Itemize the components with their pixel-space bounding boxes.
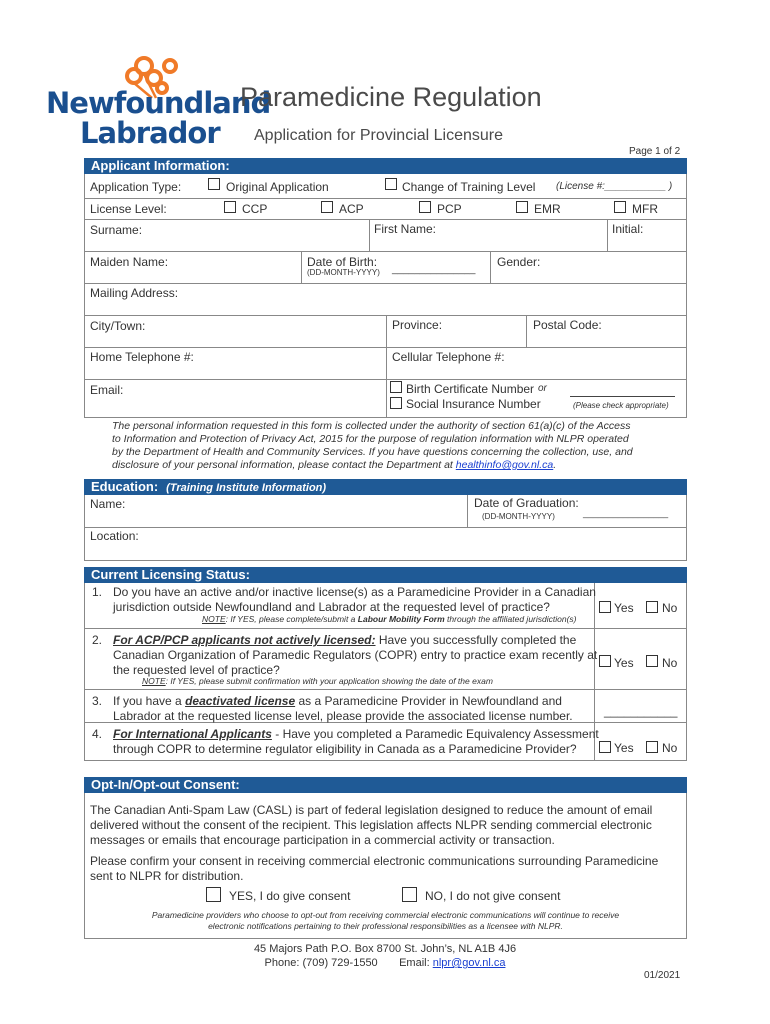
opt-out-note: Paramedicine providers who choose to opt-out from receiving commercial electronic communications will continue to receive electronic notifications pertaining to their professional responsibilities as a licensee with NLPR. bbox=[151, 910, 620, 931]
postal-code-field[interactable]: Postal Code: bbox=[533, 318, 602, 332]
emr-checkbox[interactable] bbox=[516, 201, 528, 213]
sin-checkbox[interactable] bbox=[390, 397, 402, 409]
surname-field[interactable]: Surname: bbox=[90, 223, 143, 237]
location-field[interactable]: Location: bbox=[90, 529, 139, 543]
form-version: 01/2021 bbox=[644, 970, 681, 981]
q1-yes-label: Yes bbox=[614, 601, 634, 615]
license-number-field[interactable]: (License #:___________ ) bbox=[556, 181, 673, 192]
logo bbox=[46, 52, 271, 150]
first-name-field[interactable]: First Name: bbox=[374, 222, 437, 236]
q2-text: For ACP/PCP applicants not actively licensed: Have you successfully completed the Canadian Organization of Paramedic Regulators (COPR) entry to practice exam recently at the requested level of practice? bbox=[113, 633, 598, 677]
footer-address: 45 Majors Path P.O. Box 8700 St. John’s, NL A1B 4J6 bbox=[253, 943, 517, 955]
gender-field[interactable]: Gender: bbox=[497, 255, 541, 269]
q3-number: 3. bbox=[92, 694, 103, 708]
pcp-checkbox[interactable] bbox=[419, 201, 431, 213]
education-section-header: Education: (Training Institute Information) bbox=[84, 479, 687, 495]
consent-request-paragraph: Please confirm your consent in receiving commercial electronic communications surrounding Paramedicine sent to NLPR for distribution. bbox=[90, 854, 659, 883]
consent-no-checkbox[interactable] bbox=[402, 887, 417, 902]
page-subtitle: Application for Provincial Licensure bbox=[254, 127, 504, 144]
sin-label: Social Insurance Number bbox=[406, 397, 541, 411]
consent-yes-checkbox[interactable] bbox=[206, 887, 221, 902]
cell-phone-field[interactable]: Cellular Telephone #: bbox=[392, 350, 505, 364]
q3-text: If you have a deactivated license as a Paramedicine Provider in Newfoundland and Labrador at the requested license level, please provide the associated license number. bbox=[113, 694, 573, 723]
logo-labrador: Labrador bbox=[80, 116, 220, 150]
page-number: Page 1 of 2 bbox=[629, 146, 681, 157]
q1-no-label: No bbox=[662, 601, 678, 615]
province-field[interactable]: Province: bbox=[392, 318, 443, 332]
q1-number: 1. bbox=[92, 585, 103, 599]
birth-cert-checkbox[interactable] bbox=[390, 381, 402, 393]
q3-license-number-field[interactable]: ___________ bbox=[604, 704, 678, 718]
q1-text: Do you have an active and/or inactive license(s) as a Paramedicine Provider in a Canadian jurisdiction outside Newfoundland and Labrador at the requested level of practice? bbox=[113, 585, 596, 614]
grad-date-label: Date of Graduation: bbox=[474, 496, 579, 510]
application-type-label: Application Type: bbox=[90, 180, 182, 194]
q2-number: 2. bbox=[92, 633, 103, 647]
original-application-label: Original Application bbox=[226, 180, 329, 194]
dob-label: Date of Birth: bbox=[307, 255, 378, 269]
acp-checkbox[interactable] bbox=[321, 201, 333, 213]
mailing-address-field[interactable]: Mailing Address: bbox=[90, 286, 179, 300]
change-training-level-label: Change of Training Level bbox=[402, 180, 536, 194]
dob-field[interactable]: _______________ bbox=[392, 264, 476, 275]
grad-date-field[interactable]: _________________ bbox=[583, 508, 669, 518]
q4-no-checkbox[interactable] bbox=[646, 741, 658, 753]
grad-date-format: (DD-MONTH-YYYY) bbox=[482, 512, 555, 521]
q2-no-label: No bbox=[662, 656, 678, 670]
initial-field[interactable]: Initial: bbox=[612, 222, 644, 236]
logo-newfoundland: Newfoundland bbox=[46, 86, 271, 120]
mfr-checkbox[interactable] bbox=[614, 201, 626, 213]
footer-contact: Phone: (709) 729-1550 Email: nlpr@gov.nl.ca bbox=[264, 957, 506, 969]
change-training-level-checkbox[interactable] bbox=[385, 178, 397, 190]
emr-label: EMR bbox=[534, 202, 561, 216]
q4-number: 4. bbox=[92, 727, 103, 741]
ccp-label: CCP bbox=[242, 202, 268, 216]
health-info-email-link[interactable]: healthinfo@gov.nl.ca bbox=[455, 459, 554, 471]
email-field[interactable]: Email: bbox=[90, 383, 124, 397]
q1-no-checkbox[interactable] bbox=[646, 601, 658, 613]
q4-yes-checkbox[interactable] bbox=[599, 741, 611, 753]
or-label: or bbox=[538, 383, 547, 394]
check-appropriate-note: (Please check appropriate) bbox=[573, 401, 669, 410]
maiden-name-field[interactable]: Maiden Name: bbox=[90, 255, 169, 269]
original-application-checkbox[interactable] bbox=[208, 178, 220, 190]
consent-no-label: NO, I do not give consent bbox=[425, 889, 561, 903]
consent-section-header: Opt-In/Opt-out Consent: bbox=[84, 777, 687, 793]
pcp-label: PCP bbox=[437, 202, 462, 216]
ccp-checkbox[interactable] bbox=[224, 201, 236, 213]
q2-yes-label: Yes bbox=[614, 656, 634, 670]
q1-note: NOTE: If YES, please complete/submit a Labour Mobility Form through the affiliated jurisdiction(s) bbox=[202, 614, 577, 624]
birth-cert-label: Birth Certificate Number bbox=[406, 382, 535, 396]
licensing-section-header: Current Licensing Status: bbox=[84, 567, 687, 583]
privacy-notice: The personal information requested in this form is collected under the authority of section 61(a)(c) of the Access to Information and Protection of Privacy Act, 2015 for the purpose of regulation information with NLPR operated by the Department of Health and Community Services. If you have questions concerning the collection, use, and disclosure of your personal information, please contact the Department at healthinfo@gov.nl.ca. bbox=[112, 420, 633, 471]
q2-no-checkbox[interactable] bbox=[646, 655, 658, 667]
dob-format: (DD-MONTH-YYYY) bbox=[307, 268, 380, 277]
q2-yes-checkbox[interactable] bbox=[599, 655, 611, 667]
license-level-label: License Level: bbox=[90, 202, 167, 216]
q2-note: NOTE: If YES, please submit confirmation with your application showing the date of the exam bbox=[142, 676, 493, 686]
consent-yes-label: YES, I do give consent bbox=[229, 889, 351, 903]
casl-paragraph: The Canadian Anti-Spam Law (CASL) is part of federal legislation designed to reduce the amount of email delivered without the consent of the recipient. This legislation affects NLPR sending commercial electronic messages or emails that encourage participation in a commercial activity or transaction. bbox=[90, 803, 653, 847]
mfr-label: MFR bbox=[632, 202, 658, 216]
city-field[interactable]: City/Town: bbox=[90, 319, 146, 333]
q4-yes-label: Yes bbox=[614, 741, 634, 755]
institute-name-field[interactable]: Name: bbox=[90, 497, 126, 511]
nlpr-email-link[interactable]: nlpr@gov.nl.ca bbox=[432, 957, 506, 969]
home-phone-field[interactable]: Home Telephone #: bbox=[90, 350, 194, 364]
acp-label: ACP bbox=[339, 202, 364, 216]
q4-no-label: No bbox=[662, 741, 678, 755]
applicant-section-header: Applicant Information: bbox=[84, 158, 687, 174]
q1-yes-checkbox[interactable] bbox=[599, 601, 611, 613]
page-title: Paramedicine Regulation bbox=[240, 82, 542, 112]
q4-text: For International Applicants - Have you completed a Paramedic Equivalency Assessment through COPR to determine regulator eligibility in Canada as a Paramedicine Provider? bbox=[113, 727, 599, 756]
